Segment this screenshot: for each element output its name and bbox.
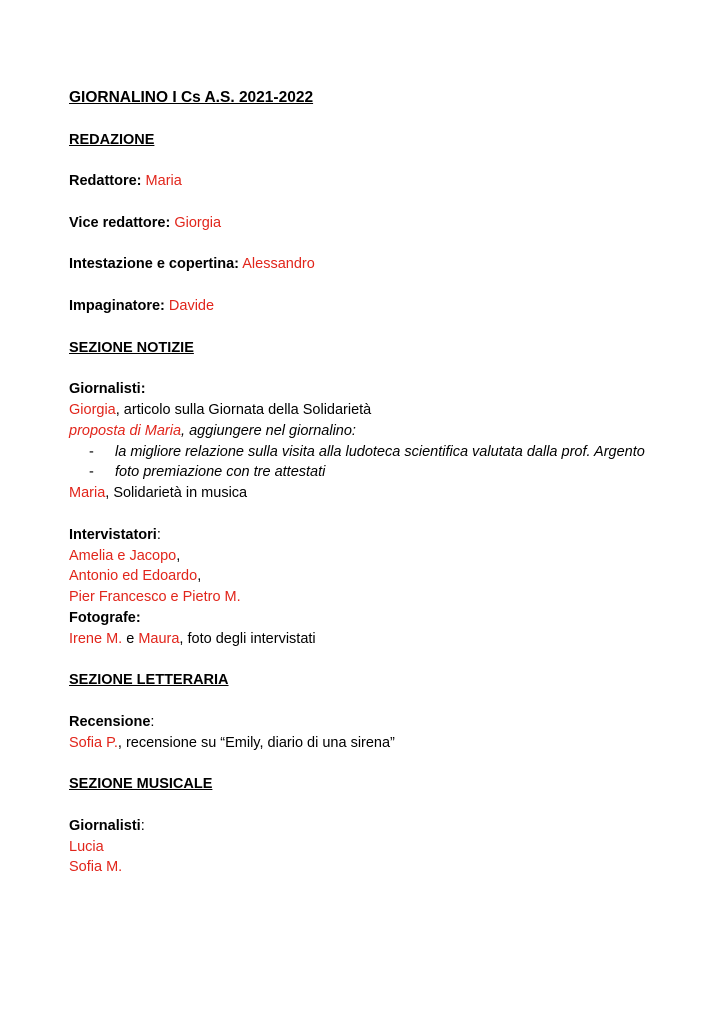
- bullet-text: la migliore relazione sulla visita alla ludoteca scientifica valutata dalla prof. Argento: [115, 443, 645, 460]
- section-heading-notizie: SEZIONE NOTIZIE: [69, 339, 194, 356]
- role-name: Maria: [145, 173, 182, 190]
- giornalisti-label: Giornalisti:: [69, 381, 146, 398]
- proposal-text: , aggiungere nel giornalino:: [181, 422, 356, 439]
- bullet-dash: -: [89, 443, 94, 460]
- label-colon: :: [140, 817, 145, 834]
- interviewer-names: Antonio ed Edoardo: [69, 568, 198, 585]
- interviewer-names: Amelia e Jacopo: [69, 547, 177, 564]
- fotografe-label: Fotografe:: [69, 609, 141, 626]
- journalist-name: Giorgia: [69, 401, 116, 418]
- role-line-impaginatore: [69, 296, 657, 317]
- journalist-name: Maria: [69, 485, 106, 502]
- bullet-text: foto premiazione con tre attestati: [115, 464, 326, 481]
- document-page: [69, 88, 657, 878]
- intervistatori-label: Intervistatori: [69, 526, 157, 543]
- photographers-description: , foto degli intervistati: [179, 630, 316, 647]
- photographer-name: Irene M.: [69, 630, 123, 647]
- photographer-name: Maura: [138, 630, 180, 647]
- role-line-redattore: [69, 171, 657, 192]
- bullet-item: [69, 462, 657, 483]
- list-separator: ,: [176, 547, 181, 564]
- section-heading-letteraria: SEZIONE LETTERARIA: [69, 672, 229, 689]
- role-line-intestazione: [69, 254, 657, 275]
- giornalisti-label: Giornalisti: [69, 817, 141, 834]
- role-name: Alessandro: [242, 256, 315, 273]
- document-title: GIORNALINO I Cs A.S. 2021-2022: [69, 89, 314, 106]
- review-description: , recensione su “Emily, diario di una sirena”: [117, 734, 395, 751]
- role-label: Vice redattore:: [69, 214, 171, 231]
- article-line: [69, 483, 657, 504]
- music-journalist-name: Lucia: [69, 838, 104, 855]
- role-name: Giorgia: [174, 214, 222, 231]
- bullet-item: [69, 442, 657, 463]
- conjunction: e: [122, 630, 139, 647]
- section-heading-musicale: SEZIONE MUSICALE: [69, 776, 213, 793]
- interviewer-pair: [69, 566, 657, 587]
- article-description: , Solidarietà in musica: [105, 485, 248, 502]
- intervistatori-label-line: [69, 525, 657, 546]
- bullet-dash: -: [89, 464, 94, 481]
- reviewer-name: Sofia P.: [69, 734, 118, 751]
- role-label: Redattore:: [69, 173, 142, 190]
- role-line-vice-redattore: [69, 213, 657, 234]
- music-giornalisti-label-line: [69, 816, 657, 837]
- recensione-label-line: [69, 712, 657, 733]
- interviewer-names: Pier Francesco e Pietro M.: [69, 589, 241, 606]
- interviewer-pair: [69, 546, 657, 567]
- role-name: Davide: [168, 297, 215, 314]
- music-journalist-name: Sofia M.: [69, 859, 123, 876]
- section-heading-redazione: REDAZIONE: [69, 131, 155, 148]
- review-line: [69, 733, 657, 754]
- label-colon: :: [156, 526, 161, 543]
- role-label: Intestazione e copertina:: [69, 256, 240, 273]
- recensione-label: Recensione: [69, 713, 151, 730]
- label-colon: :: [150, 713, 155, 730]
- interviewer-pair: [69, 587, 657, 608]
- article-line: [69, 400, 657, 421]
- photographers-line: [69, 629, 657, 650]
- role-label: Impaginatore:: [69, 297, 165, 314]
- article-description: , articolo sulla Giornata della Solidarietà: [115, 401, 372, 418]
- proposal-author: proposta di Maria: [69, 422, 182, 439]
- proposal-line: [69, 421, 657, 442]
- list-separator: ,: [197, 568, 202, 585]
